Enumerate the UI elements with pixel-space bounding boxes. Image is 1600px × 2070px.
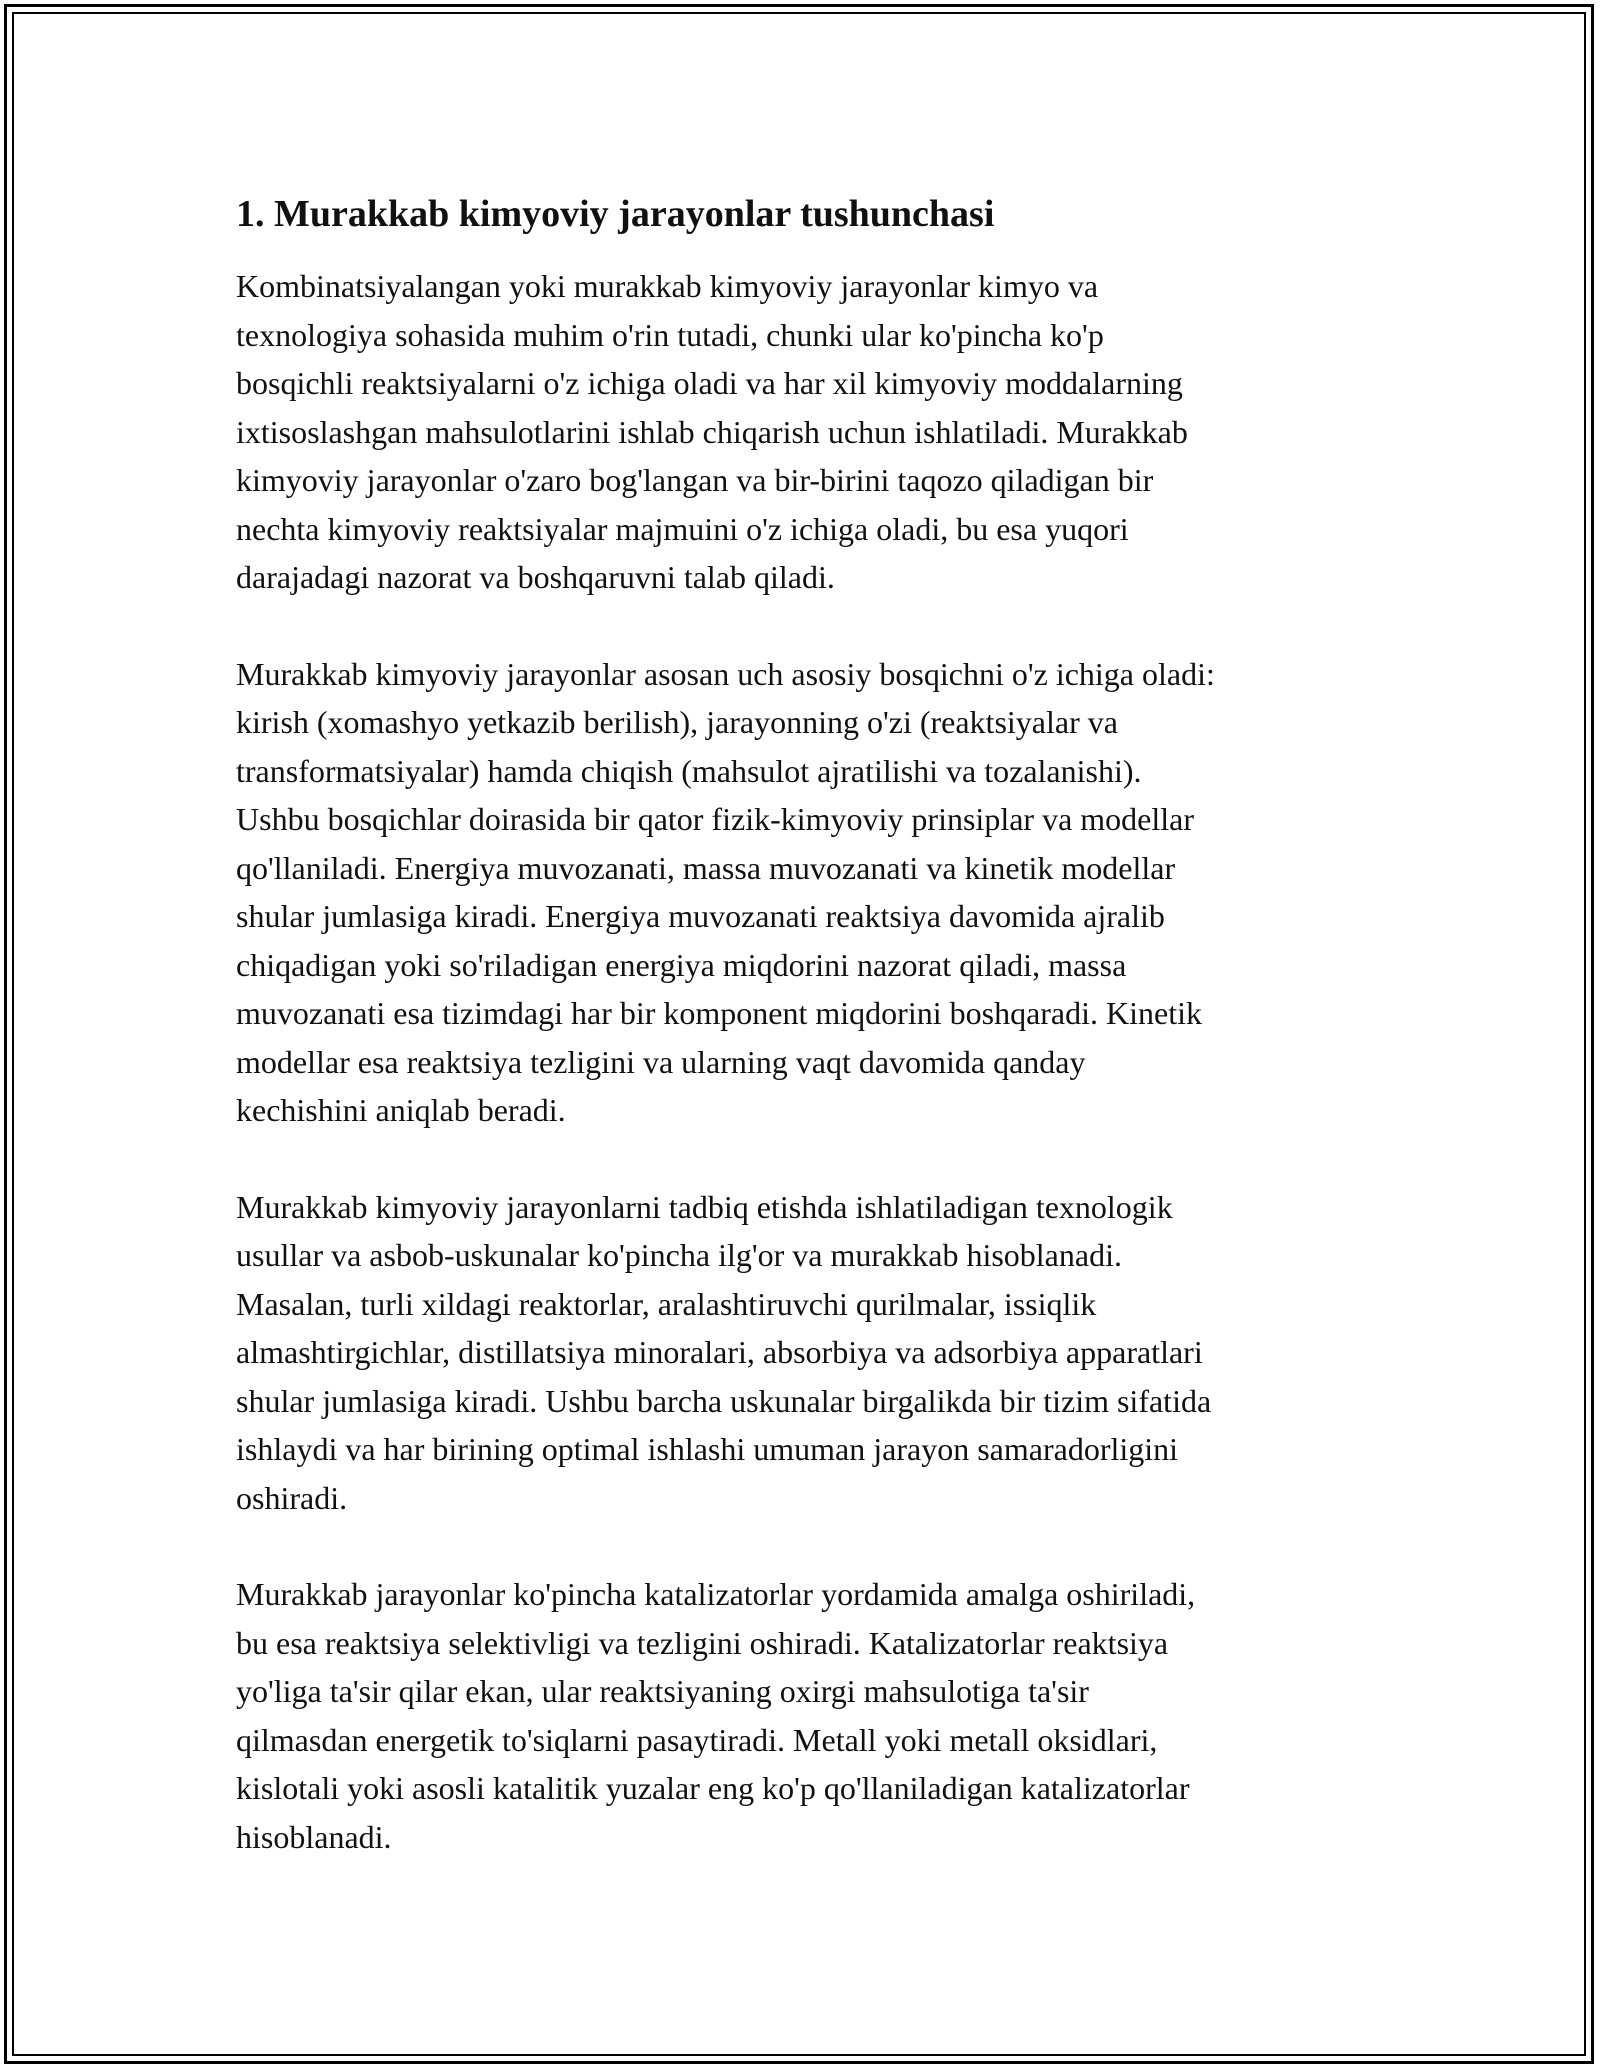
paragraph-3: Murakkab kimyoviy jarayonlarni tadbiq etishda ishlatiladigan texnologik usullar va asbob-uskunalar ko'pincha ilg'or va murakkab hisoblanadi. Masalan, turli xildagi reaktorlar, aralashtiruvchi qurilmalar, issiqlik almashtirgichlar, distillatsiya minoralari, absorbiya va adsorbiya apparatlari shular jumlasiga kiradi. Ushbu barcha uskunalar birgalikda bir tizim sifatida ishlaydi va har birining optimal ishlashi umuman jarayon samaradorligini oshiradi. (236, 1188, 1212, 1516)
paragraph-1: Kombinatsiyalangan yoki murakkab kimyoviy jarayonlar kimyo va texnologiya sohasida muhim o'rin tutadi, chunki ular ko'pincha ko'p bosqichli reaktsiyalarni o'z ichiga oladi va har xil kimyoviy moddalarning ixtisoslashgan mahsulotlarini ishlab chiqarish uchun ishlatiladi. Murakkab kimyoviy jarayonlar o'zaro bog'langan va bir-birini taqozo qiladigan bir nechta kimyoviy reaktsiyalar majmuini o'z ichiga oladi, bu esa yuqori darajadagi nazorat va boshqaruvni talab qiladi. (236, 268, 1188, 595)
document-content (236, 188, 1364, 1909)
paragraph-2: Murakkab kimyoviy jarayonlar asosan uch asosiy bosqichni o'z ichiga oladi: kirish (xomashyo yetkazib berilish), jarayonning o'zi (reaktsiyalar va transformatsiyalar) hamda chiqish (mahsulot ajratilishi va tozalanishi). Ushbu bosqichlar doirasida bir qator fizik-kimyoviy prinsiplar va modellar qo'llaniladi. Energiya muvozanati, massa muvozanati va kinetik modellar shular jumlasiga kiradi. Energiya muvozanati reaktsiya davomida ajralib chiqadigan yoki so'riladigan energiya miqdorini nazorat qiladi, massa muvozanati esa tizimdagi har bir komponent miqdorini boshqaradi. Kinetik modellar esa reaktsiya tezligini va ularning vaqt davomida qanday kechishini aniqlab beradi. (236, 655, 1215, 1128)
paragraph-4: Murakkab jarayonlar ko'pincha katalizatorlar yordamida amalga oshiriladi, bu esa reaktsiya selektivligi va tezligini oshiradi. Katalizatorlar reaktsiya yo'liga ta'sir qilar ekan, ular reaktsiyaning oxirgi mahsulotiga ta'sir qilmasdan energetik to'siqlarni pasaytiradi. Metall yoki metall oksidlari, kislotali yoki asosli katalitik yuzalar eng ko'p qo'llaniladigan katalizatorlar hisoblanadi. (236, 1576, 1196, 1855)
section-heading: 1. Murakkab kimyoviy jarayonlar tushunchasi (236, 193, 995, 235)
